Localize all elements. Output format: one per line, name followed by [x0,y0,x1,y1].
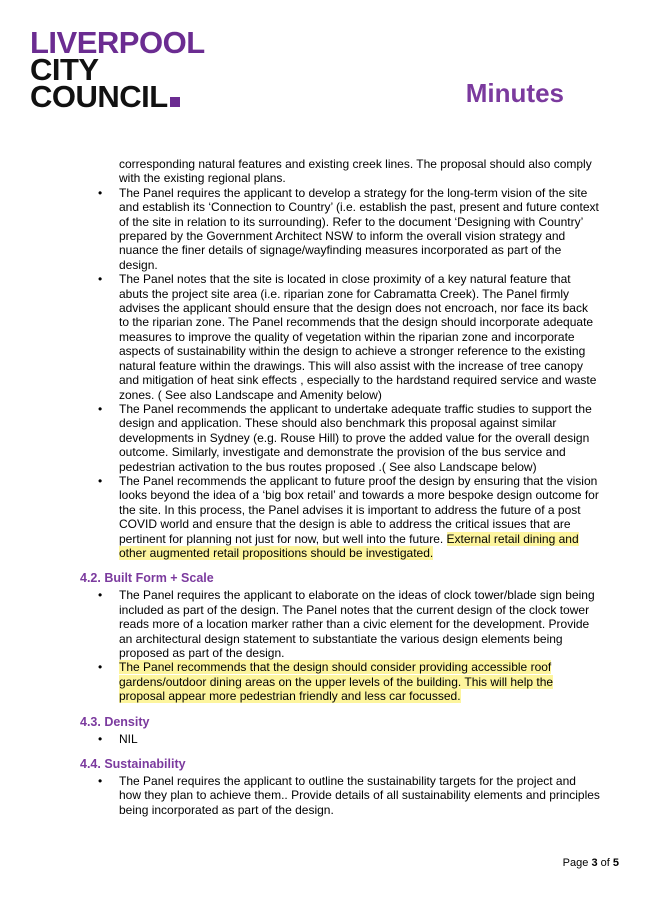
list-item-text: The Panel recommends the applicant to future proof the design by ensuring that the vision looks beyond the idea of a ‘big box retail’ and towards a more bespoke design outcome for the site. In this process, the Panel advises it is important to address the future of a post COVID world and ensure that the design is able to address the critical issues that are pertinent for planning not just for now, but well into the future. [119,473,599,546]
list-item [80,402,600,474]
document-title: Minutes [465,78,564,108]
total-pages: 5 [612,857,619,869]
list-item [80,474,600,560]
built-form-bullet-list [80,588,600,703]
list-item [80,774,600,817]
bullet-icon: • [98,473,103,488]
current-page: 3 [591,857,598,869]
list-item-text: The Panel requires the applicant to outline the sustainability targets for the project and how they plan to achieve them.. Provide details of all sustainability elements and principles being incorporated as part of the design. [119,774,600,817]
bullet-icon: • [98,588,103,603]
logo-line-2: CITY [30,52,99,87]
highlighted-text: The Panel recommends that the design should consider providing accessible roof gardens/outdoor dining areas on the upper levels of the building. This will help the proposal appear more pedestrian friendly and less car focussed. [119,660,554,704]
list-item-text: The Panel recommends the applicant to undertake adequate traffic studies to support the design and application. These should also benchmark this proposal against similar developments in Sydney (e.g. Rouse Hill) to prove the added value for the overall design outcome. Similarly, investigate and demonstrate the provision of the bus service and pedestrian activation to the bus routes proposed .( See also Landscape below) [119,401,592,474]
intro-bullet-list [80,186,600,561]
logo-square-icon [170,97,180,107]
document-body [80,157,600,817]
bullet-icon: • [98,401,103,416]
sustainability-bullet-list [80,774,600,817]
section-heading-built-form: 4.2. Built Form + Scale [80,571,214,586]
section-heading-sustainability: 4.4. Sustainability [80,757,186,772]
list-item-text: The Panel notes that the site is located in close proximity of a key natural feature that abuts the project site area (i.e. riparian zone for Cabramatta Creek). The Panel firmly advises the applicant should ensure that the design does not encroach, nor face its back to the riparian zone. The Panel recommends that the design should incorporate adequate measures to improve the quality of vegetation within the riparian zone and incorporate aspects of sustainability within the design to achieve a stronger reference to the existing natural feature within the drawings. This will also assist with the increase of tree canopy and mitigation of heat sink effects , especially to the hardstand required service and waste zones. ( See also Landscape and Amenity below) [119,272,597,402]
of-label: of [600,857,610,869]
bullet-icon: • [98,731,103,746]
density-bullet-list [80,732,600,746]
council-logo [30,25,210,114]
list-item [80,732,600,746]
bullet-icon: • [98,272,103,287]
bullet-icon: • [98,774,103,789]
bullet-icon: • [98,185,103,200]
continued-paragraph: corresponding natural features and existing creek lines. The proposal should also comply with the existing regional plans. [119,157,592,186]
logo-line-1: LIVERPOOL [30,25,205,60]
page-number [563,857,619,870]
list-item-text: NIL [119,731,138,746]
page-label: Page [562,857,589,869]
list-item-text: The Panel requires the applicant to elaborate on the ideas of clock tower/blade sign being included as part of the design. The Panel notes that the current design of the clock tower reads more of a location marker rather than a civic element for the development. Provide an architectural design statement to substantiate the various design elements being proposed as part of the design. [119,588,595,660]
list-item [80,186,600,272]
list-item [80,272,600,402]
list-item-text: The Panel requires the applicant to develop a strategy for the long-term vision of the site and establish its ‘Connection to Country’ (i.e. establish the past, present and future context of the site in relation to its surrounding). Refer to the document ‘Designing with Country’ prepared by the Government Architect NSW to inform the overall vision strategy and nuance the finer details of signage/wayfinding measures incorporated as part of the design. [119,185,599,272]
list-item [80,660,600,703]
bullet-icon: • [98,660,103,675]
logo-line-3 [30,79,210,114]
section-heading-density: 4.3. Density [80,714,150,729]
highlighted-text: External retail dining and other augmented retail propositions should be investigated. [119,531,579,560]
logo-line-3-text: COUNCIL [30,79,168,114]
list-item [80,588,600,660]
